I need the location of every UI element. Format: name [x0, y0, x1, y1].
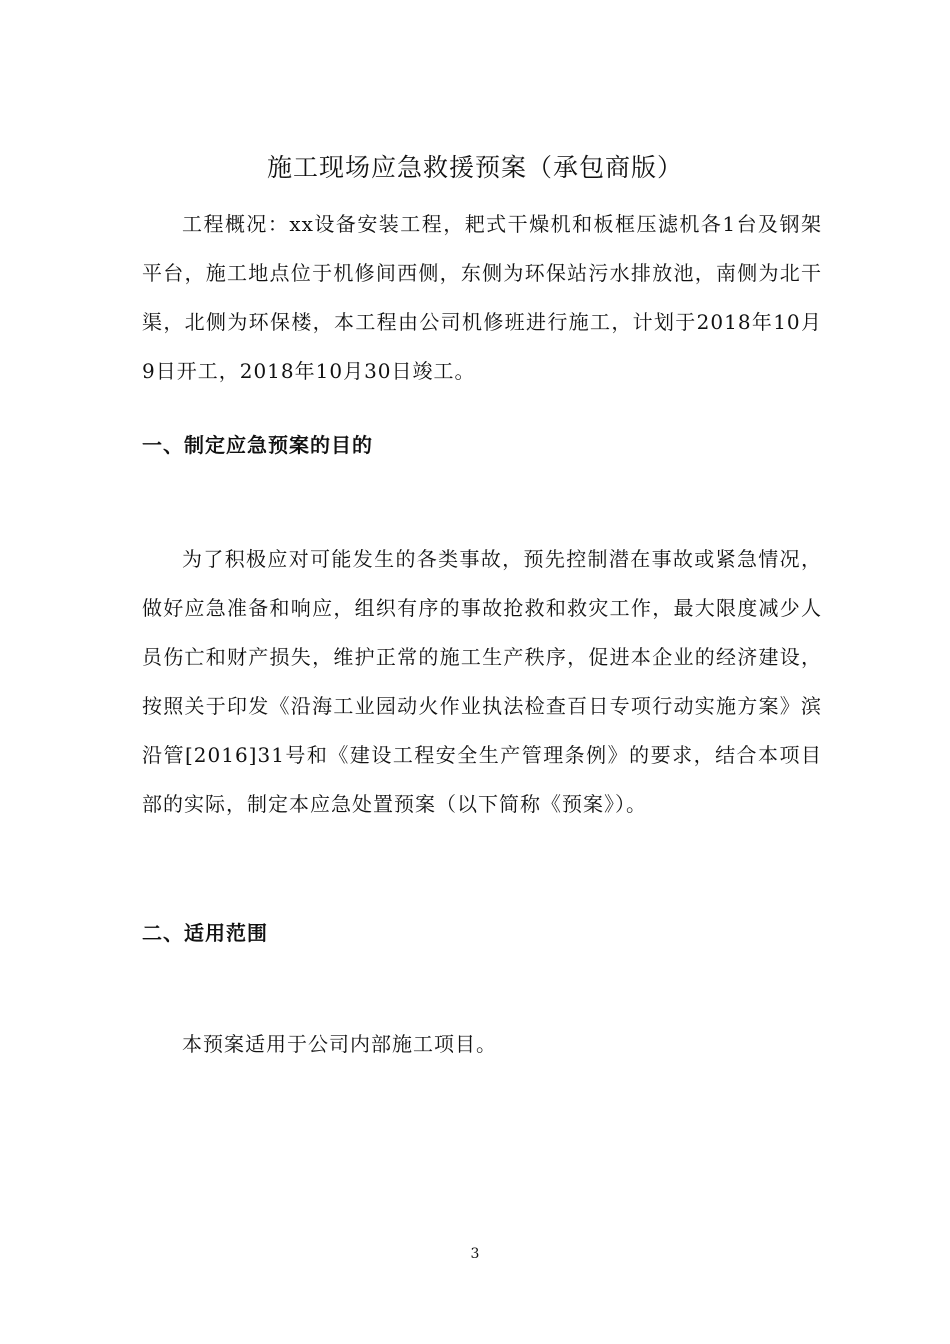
- section-body-scope: 本预案适用于公司内部施工项目。: [182, 1032, 497, 1056]
- document-title: 施工现场应急救援预案（承包商版）: [266, 153, 683, 182]
- section-heading-purpose: 一、制定应急预案的目的: [142, 433, 373, 457]
- section-heading-scope: 二、适用范围: [142, 921, 268, 945]
- project-overview-paragraph: 工程概况：xx设备安装工程，耙式干燥机和板框压滤机各1台及钢架平台，施工地点位于机修间西侧，东侧为环保站污水排放池，南侧为北干渠，北侧为环保楼，本工程由公司机修班进行施工，计划于2018年10月9日开工，2018年10月30日竣工。: [142, 212, 822, 383]
- page-number: 3: [470, 1246, 480, 1262]
- section-body-purpose: 为了积极应对可能发生的各类事故，预先控制潜在事故或紧急情况，做好应急准备和响应，组织有序的事故抢救和救灾工作，最大限度减少人员伤亡和财产损失，维护正常的施工生产秩序，促进本企业的经济建设，按照关于印发《沿海工业园动火作业执法检查百日专项行动实施方案》滨沿管[2016]31号和《建设工程安全生产管理条例》的要求，结合本项目部的实际，制定本应急处置预案（以下简称《预案》）。: [142, 547, 822, 816]
